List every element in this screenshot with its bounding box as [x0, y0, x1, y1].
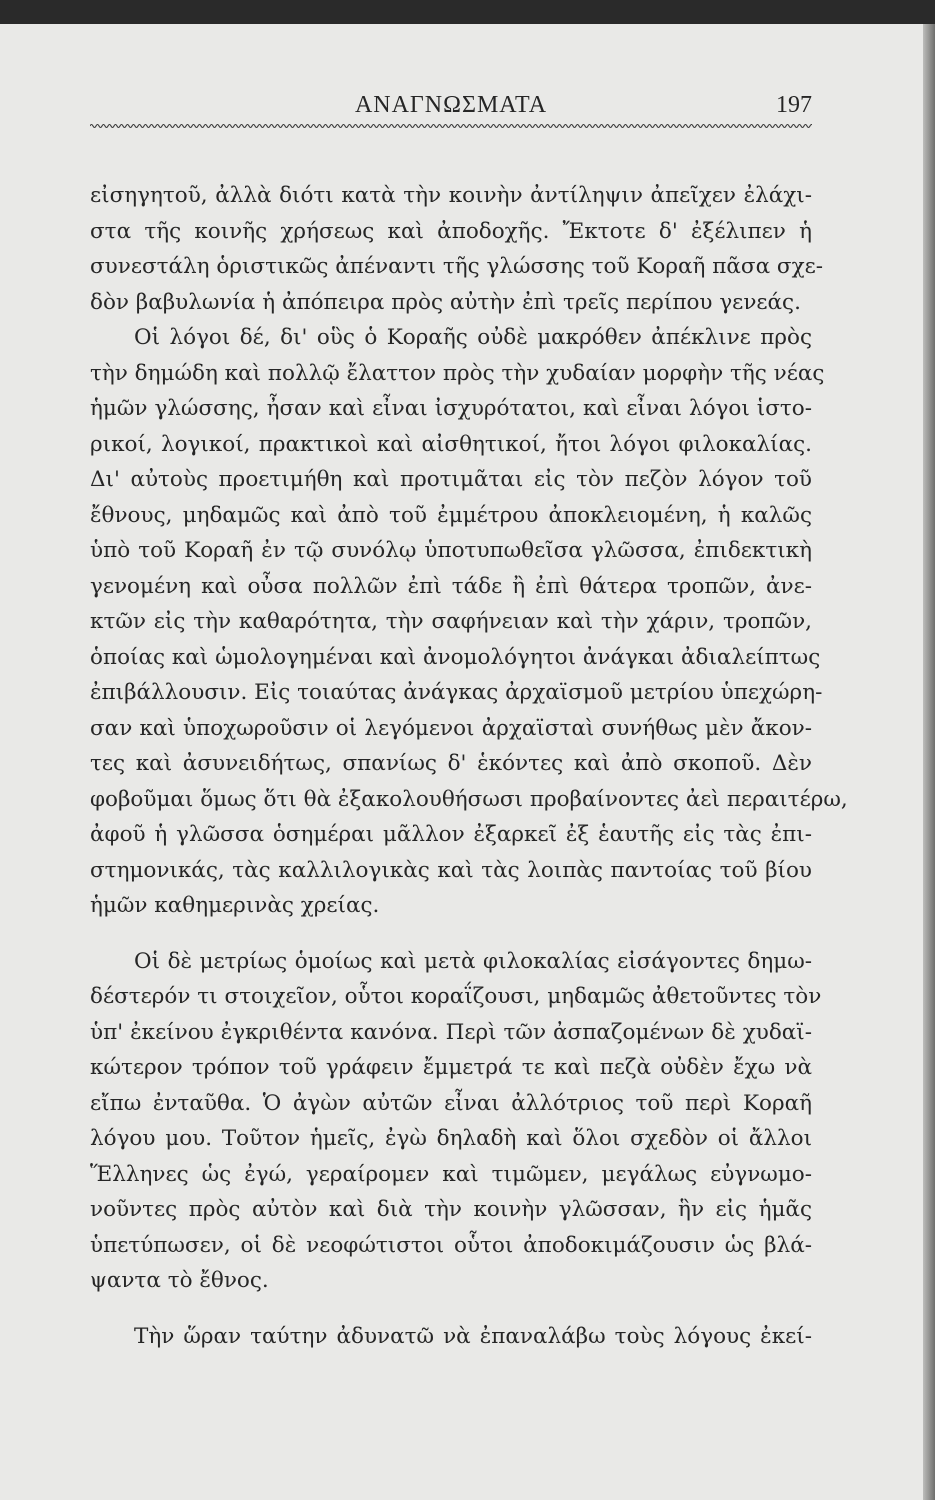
- text-line: κώτερον τρόπον τοῦ γράφειν ἔμμετρά τε καὶ πεζὰ οὐδὲν ἔχω νὰ: [90, 1055, 812, 1080]
- text-line: συνεστάλη ὁριστικῶς ἀπέναντι τῆς γλώσσης τοῦ Κοραῆ πᾶσα σχε-: [90, 254, 824, 279]
- text-line: στημονικάς, τὰς καλλιλογικὰς καὶ τὰς λοιπὰς παντοίας τοῦ βίου: [90, 857, 812, 883]
- text-line: ἐπιβάλλουσιν. Εἰς τοιαύτας ἀνάγκας ἀρχαϊσμοῦ μετρίου ὑπεχώρη-: [90, 680, 823, 705]
- text-line: Δι' αὐτοὺς προετιμήθη καὶ προτιμᾶται εἰς τὸν πεζὸν λόγον τοῦ: [90, 467, 812, 492]
- text-line: δὸν βαβυλωνία ἡ ἀπόπειρα πρὸς αὐτὴν ἐπὶ τρεῖς περίπου γενεάς.: [90, 289, 801, 315]
- paragraph-gap: [90, 1299, 812, 1319]
- text-line: ἀφοῦ ἡ γλῶσσα ὁσημέραι μᾶλλον ἐξαρκεῖ ἐξ ἑαυτῆς εἰς τὰς ἐπι-: [90, 822, 812, 847]
- text-line: εἰσηγητοῦ, ἀλλὰ διότι κατὰ τὴν κοινὴν ἀντίληψιν ἀπεῖχεν ἐλάχι-: [90, 183, 812, 208]
- text-line: ὁποίας καὶ ὡμολογημέναι καὶ ἀνομολόγητοι ἀνάγκαι ἀδιαλείπτως: [90, 644, 821, 670]
- text-line: τες καὶ ἀσυνειδήτως, σπανίως δ' ἑκόντες καὶ ἀπὸ σκοποῦ. Δὲν: [90, 751, 812, 776]
- text-line: ἔθνους, μηδαμῶς καὶ ἀπὸ τοῦ ἐμμέτρου ἀποκλειομένη, ἡ καλῶς: [90, 502, 812, 528]
- page-number: 197: [776, 92, 812, 118]
- text-line: νοῦντες πρὸς αὐτὸν καὶ διὰ τὴν κοινὴν γλῶσσαν, ἣν εἰς ἡμᾶς: [90, 1197, 812, 1222]
- text-line: ὑπὸ τοῦ Κοραῆ ἐν τῷ συνόλῳ ὑποτυπωθεῖσα γλῶσσα, ἐπιδεκτικὴ: [90, 538, 812, 563]
- text-line: σαν καὶ ὑποχωροῦσιν οἱ λεγόμενοι ἀρχαϊσταὶ συνήθως μὲν ἄκον-: [90, 715, 812, 741]
- text-line: ὑπ' ἐκείνου ἐγκριθέντα κανόνα. Περὶ τῶν ἀσπαζομένων δὲ χυδαϊ-: [90, 1019, 812, 1045]
- text-line: λόγου μου. Τοῦτον ἡμεῖς, ἐγὼ δηλαδὴ καὶ ὅλοι σχεδὸν οἱ ἄλλοι: [90, 1126, 812, 1151]
- text-line: κτῶν εἰς τὴν καθαρότητα, τὴν σαφήνειαν καὶ τὴν χάριν, τροπῶν,: [90, 609, 812, 634]
- text-line: Τὴν ὥραν ταύτην ἀδυνατῶ νὰ ἐπαναλάβω τοὺς λόγους ἐκεί-: [134, 1323, 812, 1349]
- text-line: ἡμῶν καθημερινὰς χρείας.: [90, 893, 380, 918]
- text-line: ἡμῶν γλώσσης, ἦσαν καὶ εἶναι ἰσχυρότατοι, καὶ εἶναι λόγοι ἱστο-: [90, 396, 812, 421]
- text-line: ρικοί, λογικοί, πρακτικοὶ καὶ αἰσθητικοί, ἤτοι λόγοι φιλοκαλίας.: [90, 431, 812, 457]
- text-line: στα τῆς κοινῆς χρήσεως καὶ ἀποδοχῆς. Ἔκτοτε δ' ἐξέλιπεν ἡ: [90, 218, 812, 244]
- text-line: ὑπετύπωσεν, οἱ δὲ νεοφώτιστοι οὗτοι ἀποδοκιμάζουσιν ὡς βλά-: [90, 1232, 812, 1258]
- paragraph-gap: [90, 924, 812, 944]
- text-line: ψαντα τὸ ἔθνος.: [90, 1268, 269, 1293]
- text-line: Ἕλληνες ὡς ἐγώ, γεραίρομεν καὶ τιμῶμεν, μεγάλως εὐγνωμο-: [90, 1161, 812, 1187]
- text-line: τὴν δημώδη καὶ πολλῷ ἔλαττον πρὸς τὴν χυδαίαν μορφὴν τῆς νέας: [90, 360, 825, 386]
- running-head: [90, 92, 812, 132]
- text-line: γενομένη καὶ οὖσα πολλῶν ἐπὶ τάδε ἢ ἐπὶ θάτερα τροπῶν, ἀνε-: [90, 573, 812, 599]
- text-line: Οἱ δὲ μετρίως ὁμοίως καὶ μετὰ φιλοκαλίας εἰσάγοντες δημω-: [134, 948, 812, 974]
- running-title: ΑΝΑΓΝΩΣΜΑΤΑ: [354, 92, 548, 118]
- scan-page-edge: [923, 24, 935, 1500]
- text-line: Οἱ λόγοι δέ, δι' οὓς ὁ Κοραῆς οὐδὲ μακρόθεν ἀπέκλινε πρὸς: [134, 325, 812, 350]
- text-line: εἴπω ἐνταῦθα. Ὁ ἀγὼν αὐτῶν εἶναι ἀλλότριος τοῦ περὶ Κοραῆ: [90, 1090, 812, 1116]
- scan-top-border: [0, 0, 935, 24]
- body-text: [90, 178, 848, 1354]
- wavy-rule: [90, 122, 812, 130]
- text-line: δέστερόν τι στοιχεῖον, οὗτοι κοραΐζουσι, μηδαμῶς ἀθετοῦντες τὸν: [90, 984, 822, 1009]
- text-line: φοβοῦμαι ὅμως ὅτι θὰ ἐξακολουθήσωσι προβαίνοντες ἀεὶ περαιτέρω,: [90, 786, 848, 812]
